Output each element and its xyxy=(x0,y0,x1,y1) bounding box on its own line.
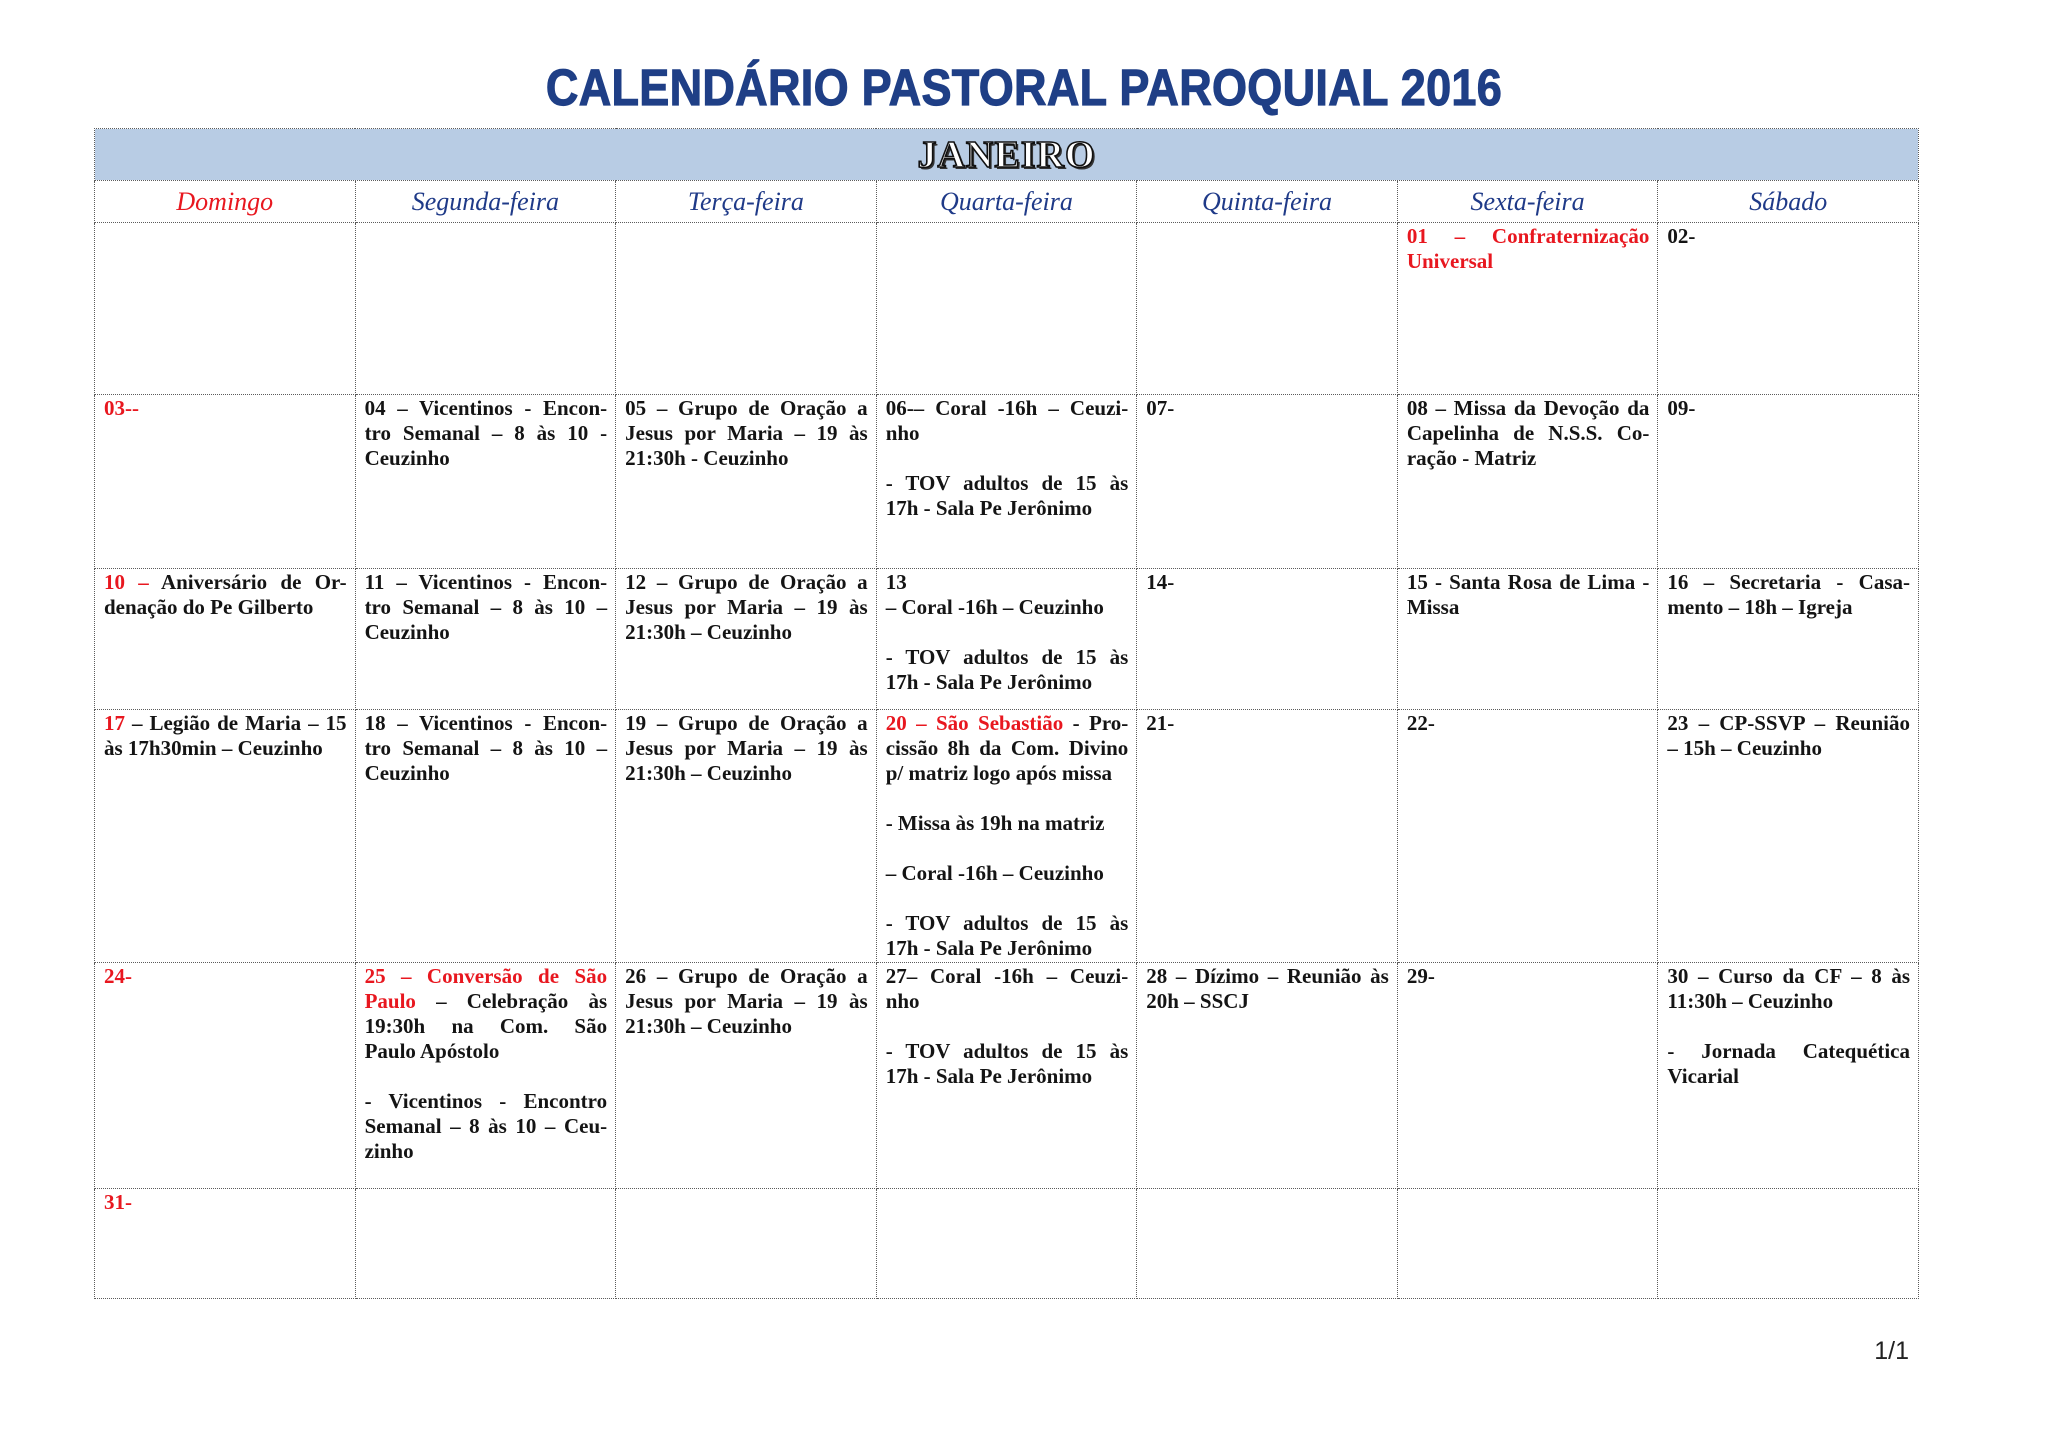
event-line xyxy=(886,711,1129,736)
event-text: - Pro- xyxy=(1063,711,1129,735)
event-line: cissão 8h da Com. Divino xyxy=(885,736,1129,760)
event-line: 11:30h – Ceuzinho xyxy=(1667,989,1834,1013)
day-cell-quinta xyxy=(1137,569,1398,710)
day-cell-quinta xyxy=(1137,1189,1398,1299)
blank-line xyxy=(886,1014,1129,1039)
event-line xyxy=(365,989,608,1014)
day-cell-segunda xyxy=(355,223,616,395)
event-line: tro Semanal – 8 às 10 – xyxy=(364,595,608,619)
week-row xyxy=(95,1189,1919,1299)
blank-line xyxy=(886,886,1129,911)
blank-line xyxy=(886,620,1129,645)
day-cell-quinta xyxy=(1137,710,1398,963)
event-line: 09- xyxy=(1667,396,1696,420)
event-line: 21:30h – Ceuzinho xyxy=(625,761,792,785)
day-cell-sexta xyxy=(1397,569,1658,710)
calendar-table xyxy=(94,128,1919,1299)
event-line: 26 – Grupo de Oração a xyxy=(625,964,868,988)
event-line: 16 – Secretaria - Casa- xyxy=(1667,570,1910,594)
event-line: 17h - Sala Pe Jerônimo xyxy=(885,1064,1093,1088)
event-line: 14- xyxy=(1146,570,1175,594)
event-line: Vicarial xyxy=(1667,1064,1739,1088)
event-line: Paulo Apóstolo xyxy=(364,1039,500,1063)
day-cell-sabado xyxy=(1658,1189,1919,1299)
weekday-header-sexta: Sexta-feira xyxy=(1397,181,1658,223)
event-line: Ceuzinho xyxy=(364,761,450,785)
event-line: 07- xyxy=(1146,396,1175,420)
day-cell-quarta xyxy=(876,710,1137,963)
event-line: 23 – CP-SSVP – Reunião xyxy=(1667,711,1910,735)
day-cell-segunda xyxy=(355,710,616,963)
event-line: 28 – Dízimo – Reunião às xyxy=(1146,964,1389,988)
highlight-text: 01 – Confraternização xyxy=(1406,224,1650,248)
event-line: Jesus por Maria – 19 às xyxy=(625,421,868,445)
day-cell-domingo xyxy=(95,710,356,963)
day-cell-segunda xyxy=(355,1189,616,1299)
event-line: – Coral -16h – Ceuzinho xyxy=(885,595,1104,619)
day-cell-quinta xyxy=(1137,223,1398,395)
day-cell-domingo xyxy=(95,395,356,569)
day-cell-terca xyxy=(616,569,877,710)
event-line: 22- xyxy=(1406,711,1435,735)
weekday-header-domingo: Domingo xyxy=(95,181,356,223)
event-line: zinho xyxy=(364,1139,414,1163)
event-line: 17h - Sala Pe Jerônimo xyxy=(885,670,1093,694)
event-line: – 15h – Ceuzinho xyxy=(1667,736,1822,760)
month-title: JANEIRO xyxy=(95,129,1919,181)
day-cell-quarta xyxy=(876,963,1137,1189)
event-line: - TOV adultos de 15 às xyxy=(885,471,1129,495)
week-row xyxy=(95,223,1919,395)
event-text: Aniversário de Or- xyxy=(148,570,347,594)
event-line: - Vicentinos - Encontro xyxy=(364,1089,608,1113)
highlight-text: 03-- xyxy=(104,396,139,420)
event-line: 08 – Missa da Devoção da xyxy=(1406,396,1650,420)
highlight-text: 25 – Conversão de São xyxy=(364,964,608,988)
weekday-header-terca: Terça-feira xyxy=(616,181,877,223)
event-line: Jesus por Maria – 19 às xyxy=(625,989,868,1013)
event-line: 21- xyxy=(1146,711,1175,735)
event-line: 13 xyxy=(885,570,907,594)
week-row xyxy=(95,395,1919,569)
highlight-text: 31- xyxy=(104,1190,132,1214)
event-line: - TOV adultos de 15 às xyxy=(885,911,1129,935)
event-line: 17h - Sala Pe Jerônimo xyxy=(885,496,1093,520)
event-line: 19 – Grupo de Oração a xyxy=(625,711,868,735)
event-line: - TOV adultos de 15 às xyxy=(885,1039,1129,1063)
event-line: 11 – Vicentinos - Encon- xyxy=(364,570,608,594)
day-cell-terca xyxy=(616,223,877,395)
event-line: Capelinha de N.S.S. Co- xyxy=(1406,421,1650,445)
day-cell-segunda xyxy=(355,569,616,710)
day-cell-sabado xyxy=(1658,710,1919,963)
day-cell-sexta xyxy=(1397,1189,1658,1299)
event-line: Ceuzinho xyxy=(364,620,450,644)
highlight-text: 20 – São Sebastião xyxy=(885,711,1064,735)
event-line: - TOV adultos de 15 às xyxy=(885,645,1129,669)
event-line: Jesus por Maria – 19 às xyxy=(625,736,868,760)
day-cell-sabado xyxy=(1658,963,1919,1189)
event-line: 21:30h – Ceuzinho xyxy=(625,620,792,644)
event-line: 21:30h – Ceuzinho xyxy=(625,1014,792,1038)
event-line: Missa xyxy=(1406,595,1460,619)
day-cell-sabado xyxy=(1658,395,1919,569)
week-row xyxy=(95,963,1919,1189)
day-cell-domingo xyxy=(95,223,356,395)
event-line: 30 – Curso da CF – 8 às xyxy=(1667,964,1910,988)
event-line: 04 – Vicentinos - Encon- xyxy=(364,396,608,420)
highlight-text: 24- xyxy=(104,964,132,988)
day-cell-sexta xyxy=(1397,710,1658,963)
blank-line xyxy=(365,1064,608,1089)
highlight-text: Universal xyxy=(1406,249,1494,273)
day-cell-sabado xyxy=(1658,223,1919,395)
day-cell-domingo xyxy=(95,963,356,1189)
event-line: p/ matriz logo após missa xyxy=(885,761,1113,785)
event-line: Jesus por Maria – 19 às xyxy=(625,595,868,619)
weekday-header-sabado: Sábado xyxy=(1658,181,1919,223)
event-line xyxy=(104,570,347,595)
event-line: às 17h30min – Ceuzinho xyxy=(104,736,323,760)
calendar-body xyxy=(95,223,1919,1299)
day-cell-segunda xyxy=(355,963,616,1189)
month-header-row xyxy=(95,129,1919,181)
event-line: denação do Pe Gilberto xyxy=(104,595,314,619)
day-cell-terca xyxy=(616,395,877,569)
event-line: tro Semanal – 8 às 10 – xyxy=(364,736,608,760)
event-line xyxy=(1407,224,1650,249)
event-line: tro Semanal – 8 às 10 - xyxy=(364,421,608,445)
event-line: 02- xyxy=(1667,224,1696,248)
event-text: – Celebração às xyxy=(415,989,608,1013)
event-line: 21:30h - Ceuzinho xyxy=(625,446,789,470)
event-line: 15 - Santa Rosa de Lima - xyxy=(1406,570,1650,594)
event-line: 12 – Grupo de Oração a xyxy=(625,570,868,594)
event-line: – Coral -16h – Ceuzinho xyxy=(885,861,1104,885)
day-cell-sexta xyxy=(1397,223,1658,395)
day-cell-quarta xyxy=(876,569,1137,710)
page-number: 1/1 xyxy=(1874,1337,1909,1365)
event-line: 29- xyxy=(1406,964,1435,988)
event-text: – Legião de Maria – 15 xyxy=(125,711,347,735)
day-cell-quinta xyxy=(1137,963,1398,1189)
weekday-header-quarta: Quarta-feira xyxy=(876,181,1137,223)
event-line xyxy=(104,1190,347,1215)
day-cell-sabado xyxy=(1658,569,1919,710)
day-cell-quarta xyxy=(876,1189,1137,1299)
event-line: mento – 18h – Igreja xyxy=(1667,595,1853,619)
event-line: - Missa às 19h na matriz xyxy=(885,811,1105,835)
day-cell-sexta xyxy=(1397,395,1658,569)
highlight-text: Paulo xyxy=(364,989,416,1013)
event-line: 17h - Sala Pe Jerônimo xyxy=(885,936,1093,960)
event-line: 20h – SSCJ xyxy=(1146,989,1249,1013)
blank-line xyxy=(1667,1014,1910,1039)
event-line xyxy=(104,964,347,989)
page-title: CALENDÁRIO PASTORAL PAROQUIAL 2016 xyxy=(545,58,1503,117)
day-cell-quinta xyxy=(1137,395,1398,569)
weekday-header-segunda: Segunda-feira xyxy=(355,181,616,223)
event-line: 18 – Vicentinos - Encon- xyxy=(364,711,608,735)
event-line: 05 – Grupo de Oração a xyxy=(625,396,868,420)
event-line: ração - Matriz xyxy=(1406,446,1537,470)
event-line: nho xyxy=(885,421,920,445)
week-row xyxy=(95,569,1919,710)
day-cell-terca xyxy=(616,710,877,963)
blank-line xyxy=(886,836,1129,861)
week-row xyxy=(95,710,1919,963)
event-line: 06-– Coral -16h – Ceuzi- xyxy=(885,396,1129,420)
event-line: 19:30h na Com. São xyxy=(364,1014,608,1038)
weekday-header-row xyxy=(95,181,1919,223)
event-line: 27– Coral -16h – Ceuzi- xyxy=(885,964,1129,988)
day-cell-domingo xyxy=(95,569,356,710)
day-cell-terca xyxy=(616,963,877,1189)
event-line xyxy=(104,396,347,421)
day-cell-quarta xyxy=(876,395,1137,569)
blank-line xyxy=(886,786,1129,811)
day-cell-sexta xyxy=(1397,963,1658,1189)
weekday-header-quinta: Quinta-feira xyxy=(1137,181,1398,223)
event-line: Ceuzinho xyxy=(364,446,450,470)
highlight-text: 17 xyxy=(104,711,125,735)
event-line: nho xyxy=(885,989,920,1013)
blank-line xyxy=(886,446,1129,471)
event-line: - Jornada Catequética xyxy=(1667,1039,1910,1063)
day-cell-segunda xyxy=(355,395,616,569)
day-cell-domingo xyxy=(95,1189,356,1299)
event-line xyxy=(1407,249,1650,274)
highlight-text: 10 – xyxy=(104,570,149,594)
day-cell-terca xyxy=(616,1189,877,1299)
event-line xyxy=(104,711,347,736)
event-line xyxy=(365,964,608,989)
event-line: Semanal – 8 às 10 – Ceu- xyxy=(364,1114,608,1138)
day-cell-quarta xyxy=(876,223,1137,395)
